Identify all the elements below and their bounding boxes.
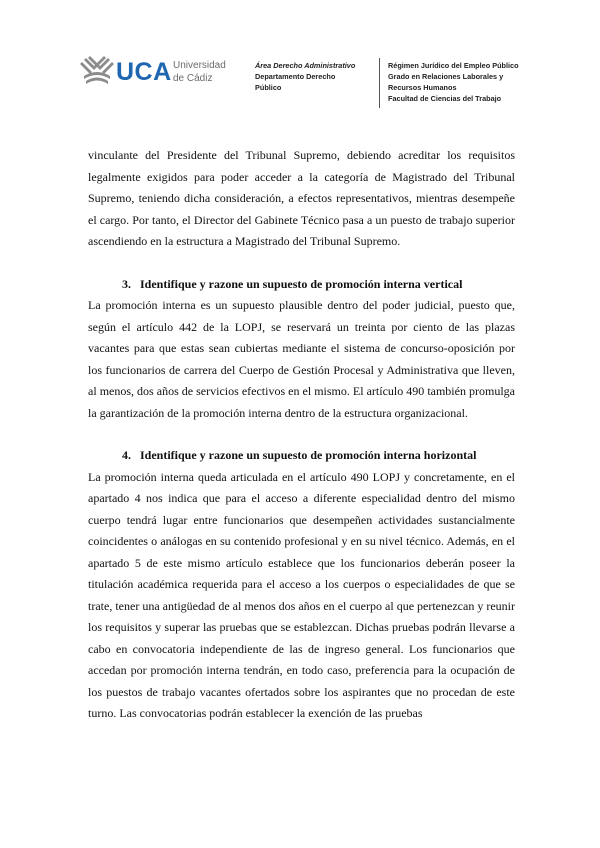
document-body	[88, 145, 515, 725]
header-divider	[379, 58, 380, 108]
section-title: Identifique y razone un supuesto de promoción interna vertical	[140, 276, 463, 291]
logo-university-name: Universidad de Cádiz	[173, 60, 226, 84]
section-number: 4.	[122, 448, 131, 462]
section-heading	[88, 274, 515, 296]
section-heading	[88, 445, 515, 467]
header-department-line: Público	[255, 83, 282, 92]
logo-acronym: UCA	[116, 58, 172, 86]
page-header	[0, 0, 600, 120]
header-course-info	[388, 60, 528, 104]
header-area: Área Derecho Administrativo	[255, 61, 356, 70]
header-course-line: Régimen Jurídico del Empleo Público	[388, 61, 519, 70]
header-course-line: Grado en Relaciones Laborales y	[388, 72, 504, 81]
section-number: 3.	[122, 276, 131, 291]
uca-emblem-icon	[80, 56, 114, 86]
header-course-line: Facultad de Ciencias del Trabajo	[388, 94, 502, 103]
section-paragraph: La promoción interna es un supuesto plausible dentro del poder judicial, puesto que, según el artículo 442 de la LOPJ, se reservará un treinta por ciento de las plazas vacantes para que estas sean cubiertas mediante el sistema de concurso-oposición por los funcionarios de carrera del Cuerpo de Gestión Procesal y Administrativa que lleven, al menos, dos años de servicios efectivos en el mismo. El artículo 490 también promulga la garantización de la promoción interna dentro de la estructura organizacional.	[88, 298, 515, 420]
header-course-line: Recursos Humanos	[388, 83, 457, 92]
uca-logo	[80, 56, 240, 92]
header-department-line: Departamento Derecho	[255, 72, 336, 81]
section-paragraph: La promoción interna queda articulada en el artículo 490 LOPJ y concretamente, en el apartado 4 nos indica que para el acceso a diferente especialidad dentro del mismo cuerpo tendrá lugar entre funcionarios que desempeñen actividades sustancialmente coincidentes o análogas en su contenido profesional y en su nivel técnico. Además, en el apartado 5 de este mismo artículo establece que los funcionarios deberán poseer la titulación académica requerida para el acceso a los cuerpos o especialidades de que se trate, tener una antigüedad de al menos dos años en el cuerpo al que pertenezcan y reunir los requisitos y superar las pruebas que se establezcan. Dichas pruebas podrán llevarse a cabo en convocatoria independiente de las de ingreso general. Los funcionarios que accedan por promoción interna tendrán, en todo caso, preferencia para la ocupación de los puestos de trabajo vacantes ofertados sobre los aspirantes que no procedan de este turno. Las convocatorias podrán establecer la exención de las pruebas	[88, 469, 515, 720]
header-department	[255, 60, 370, 93]
intro-paragraph: vinculante del Presidente del Tribunal Supremo, debiendo acreditar los requisitos legalmente exigidos para poder acceder a la categoría de Magistrado del Tribunal Supremo, teniendo dicha consideración, a efectos representativos, mientras desempeñe el cargo. Por tanto, el Director del Gabinete Técnico pasa a un puesto de trabajo superior ascendiendo en la estructura a Magistrado del Tribunal Supremo.	[88, 148, 515, 248]
section-title: Identifique y razone un supuesto de promoción interna horizontal	[140, 448, 477, 462]
